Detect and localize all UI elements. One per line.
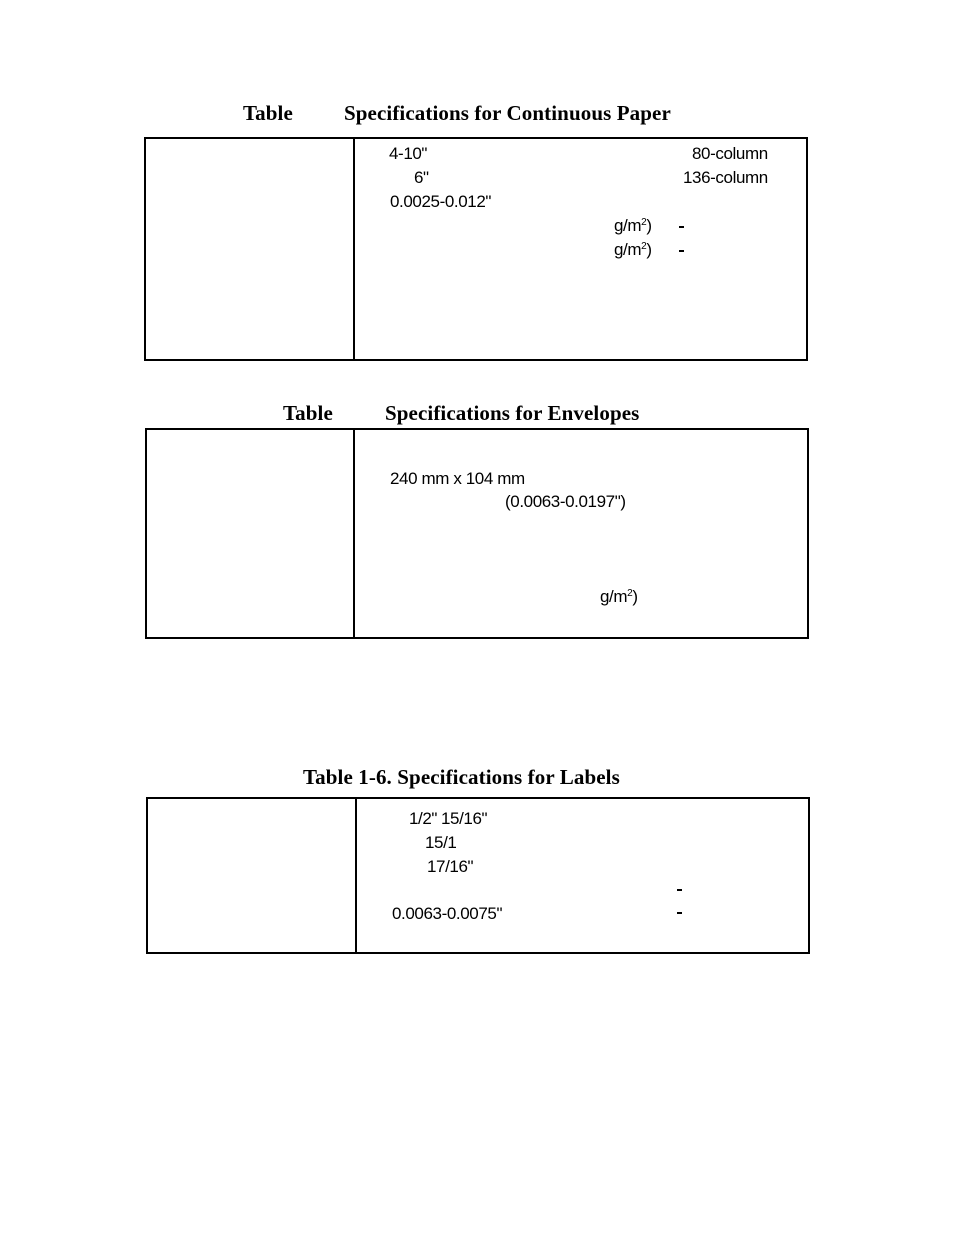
table1-width-136: 6" [414, 168, 429, 187]
table3-size-c: 15/1 [425, 833, 457, 852]
table3-thickness: 0.0063-0.0075" [392, 904, 503, 923]
table3-size-a: 1/2" [409, 809, 438, 828]
table3-dash-a [677, 889, 682, 891]
table1-weight-b: $g/m^2$) [614, 240, 652, 259]
table3-divider [355, 799, 357, 952]
table1-caption-title: Specifications for Continuous Paper [344, 101, 671, 125]
table2-box [145, 428, 809, 639]
table1-divider [353, 139, 355, 359]
table1-weight-a: $g/m^2$) [614, 216, 652, 235]
table1-caption-label: Table [243, 101, 293, 125]
table1-col-136: 136-column [683, 168, 768, 187]
table3-size-d: 17/16" [427, 857, 474, 876]
table2-thickness: (0.0063-0.0197") [505, 492, 626, 511]
table3-caption: Table 1-6. Specifications for Labels [303, 765, 620, 789]
table2-divider [353, 430, 355, 637]
table2-weight: $g/m^2$) [600, 587, 638, 606]
table1-thickness: 0.0025-0.012" [390, 192, 492, 211]
table2-caption-label: Table [283, 401, 333, 425]
table1-col-80: 80-column [692, 144, 768, 163]
table3-size-b: 15/16" [441, 809, 488, 828]
table1-dash-a [679, 226, 684, 228]
table2-caption-title: Specifications for Envelopes [385, 401, 640, 425]
table1-dash-b [679, 250, 684, 252]
table1-width-80: 4-10" [389, 144, 428, 163]
table3-dash-b [677, 912, 682, 914]
table2-size: 240 mm x 104 mm [390, 469, 525, 488]
